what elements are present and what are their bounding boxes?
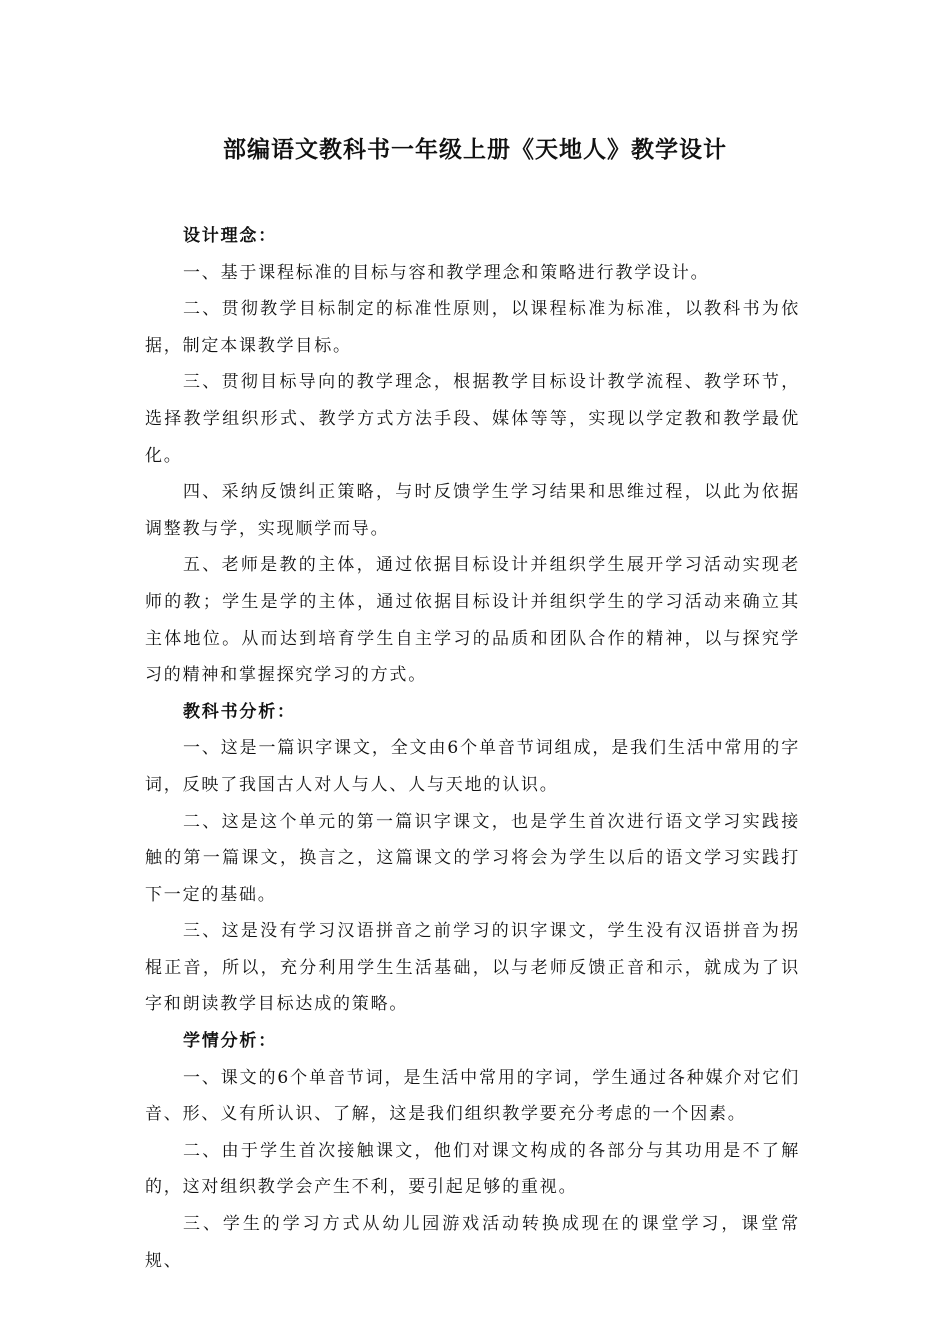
document-title: 部编语文教科书一年级上册《天地人》教学设计 [223,136,727,163]
paragraph: 一、课文的6个单音节词，是生活中常用的字词，学生通过各种媒介对它们音、形、义有所认识、了解，这是我们组织教学要充分考虑的一个因素。 [145,1067,800,1125]
paragraph: 二、贯彻教学目标制定的标准性原则，以课程标准为标准，以教科书为依据，制定本课教学目标。 [145,299,800,356]
section-heading-design-concept: 设计理念： [183,226,277,246]
paragraph: 一、基于课程标准的目标与容和教学理念和策略进行教学设计。 [183,262,710,283]
paragraph: 三、学生的学习方式从幼儿园游戏活动转换成现在的课堂学习，课堂常规、 [145,1214,800,1271]
paragraph: 二、由于学生首次接触课文，他们对课文构成的各部分与其功用是不了解的，这对组织教学会产生不利，要引起足够的重视。 [145,1140,800,1198]
paragraph: 一、这是一篇识字课文，全文由6个单音节词组成，是我们生活中常用的字词，反映了我国古人对人与人、人与天地的认识。 [145,738,800,795]
paragraph: 三、这是没有学习汉语拼音之前学习的识字课文，学生没有汉语拼音为拐棍正音，所以，充分利用学生生活基础，以与老师反馈正音和示，就成为了识字和朗读教学目标达成的策略。 [145,921,800,1015]
document-body [145,218,800,1279]
paragraph: 五、老师是教的主体，通过依据目标设计并组织学生展开学习活动实现老师的教；学生是学的主体，通过依据目标设计并组织学生的学习活动来确立其主体地位。从而达到培育学生自主学习的品质和团队合作的精神，以与探究学习的精神和掌握探究学习的方式。 [145,555,800,686]
section-heading-textbook-analysis: 教科书分析： [183,701,296,722]
section-heading-learner-analysis: 学情分析： [183,1031,277,1052]
paragraph: 四、采纳反馈纠正策略，与时反馈学生学习结果和思维过程，以此为依据调整教与学，实现顺学而导。 [145,482,800,539]
paragraph: 二、这是这个单元的第一篇识字课文，也是学生首次进行语文学习实践接触的第一篇课文，换言之，这篇课文的学习将会为学生以后的语文学习实践打下一定的基础。 [145,811,800,905]
paragraph: 三、贯彻目标导向的教学理念，根据教学目标设计教学流程、教学环节，选择教学组织形式、教学方式方法手段、媒体等等，实现以学定教和教学最优化。 [145,372,800,466]
